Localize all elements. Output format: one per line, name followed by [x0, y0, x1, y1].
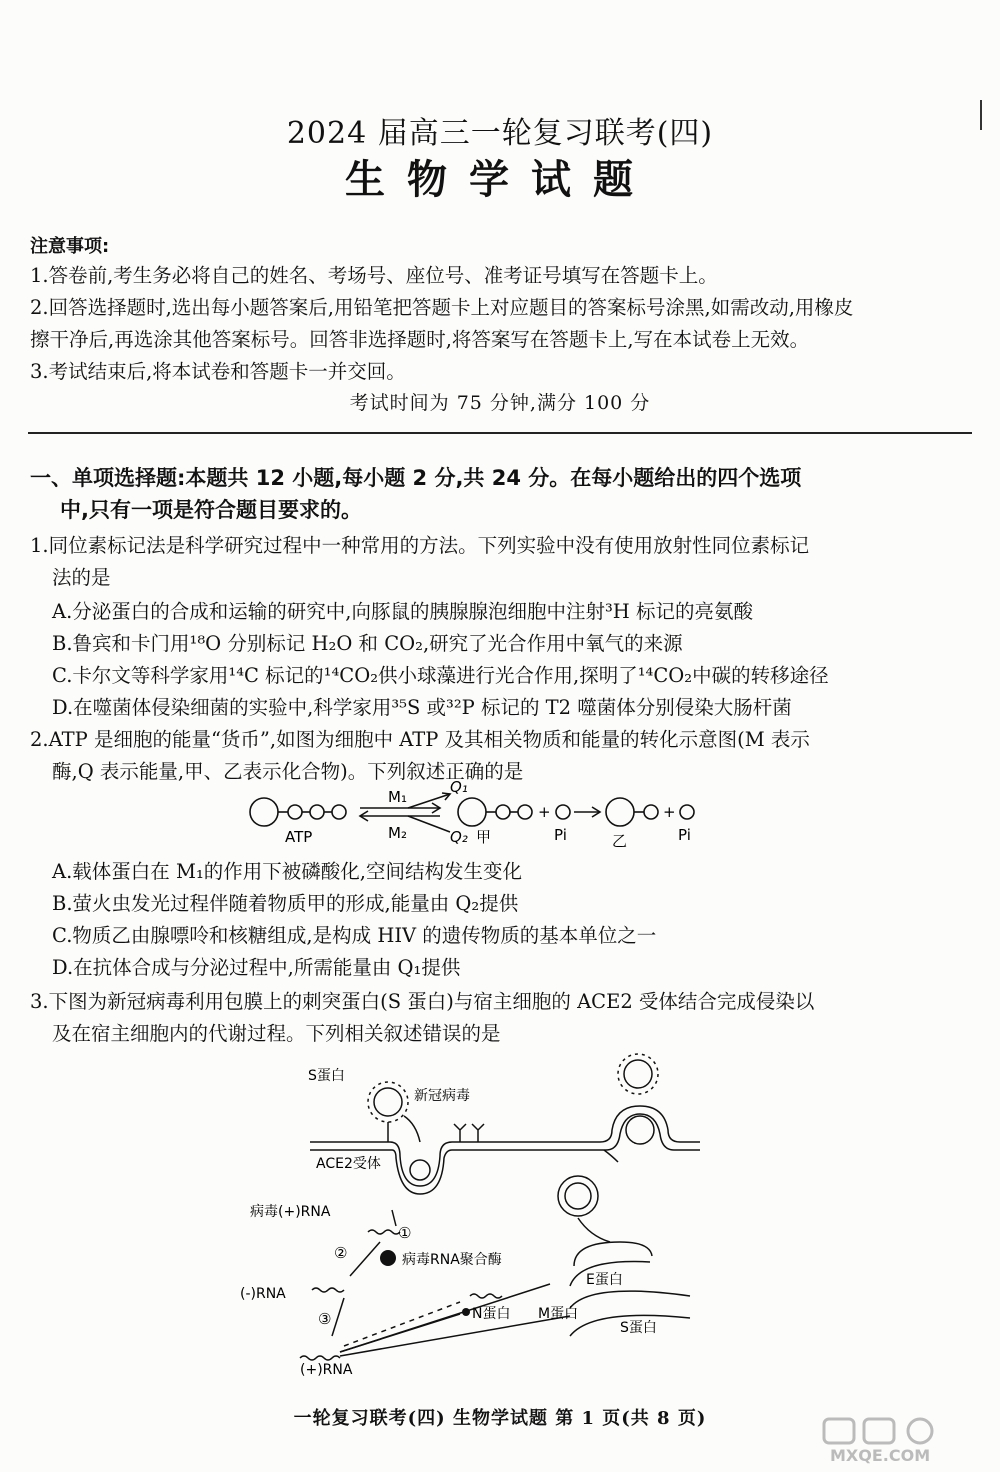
atp-label: ATP	[285, 828, 313, 846]
virus-rna-wave	[368, 1230, 400, 1234]
ace2-receptor	[472, 1124, 484, 1142]
released-virus	[624, 1060, 652, 1088]
q1-label: Q₁	[450, 780, 468, 796]
yi-adenosine-circle	[606, 798, 634, 826]
pi-circle	[556, 805, 570, 819]
q1-stem-1: 1.同位素标记法是科学研究过程中一种常用的方法。下列实验中没有使用放射性同位素标记	[30, 534, 810, 557]
virus-rna-label: 病毒(+)RNA	[250, 1204, 331, 1220]
notice-heading: 注意事项:	[30, 236, 110, 257]
q1-option-d: D.在噬菌体侵染细菌的实验中,科学家用³⁵S 或³²P 标记的 T2 噬菌体分别侵染大肠杆菌	[52, 696, 792, 719]
q2-stem-2: 酶,Q 表示能量,甲、乙表示化合物)。下列叙述正确的是	[52, 760, 524, 783]
jia-phosphate-circle	[496, 805, 510, 819]
atp-diagram	[240, 780, 710, 850]
section-heading-line2: 中,只有一项是符合题目要求的。	[60, 498, 362, 522]
er-membrane-2	[570, 1291, 690, 1308]
subject-title: 生物学试题	[345, 157, 655, 203]
jia-adenosine-circle	[458, 798, 486, 826]
pos-rna-label: (+)RNA	[300, 1362, 353, 1376]
notice-item-2b: 擦干净后,再选涂其他答案标号。回答非选择题时,将答案写在答题卡上,写在本试卷上无效。	[30, 328, 810, 351]
s-protein-label-2: S蛋白	[620, 1320, 657, 1336]
membrane-inner	[310, 1114, 700, 1194]
n-protein-dot	[462, 1308, 470, 1316]
endocytosed-virus	[410, 1160, 430, 1180]
e-protein-label: E蛋白	[586, 1272, 623, 1288]
q3-stem-2: 及在宿主细胞内的代谢过程。下列相关叙述错误的是	[52, 1022, 501, 1045]
exam-time: 考试时间为 75 分钟,满分 100 分	[349, 392, 651, 414]
divider	[28, 432, 972, 434]
q1-option-a: A.分泌蛋白的合成和运输的研究中,向豚鼠的胰腺腺泡细胞中注射³H 标记的亮氨酸	[52, 600, 754, 623]
notice-item-1: 1.答卷前,考生务必将自己的姓名、考场号、座位号、准考证号填写在答题卡上。	[30, 264, 718, 287]
virus-particle	[374, 1088, 402, 1116]
coronavirus-diagram	[220, 1046, 720, 1376]
atp-adenosine-circle	[250, 798, 278, 826]
transport-vesicle	[558, 1176, 598, 1216]
q1-option-b: B.鲁宾和卡门用¹⁸O 分别标记 H₂O 和 CO₂,研究了光合作用中氧气的来源	[52, 632, 683, 655]
q2-option-d: D.在抗体合成与分泌过程中,所需能量由 Q₁提供	[52, 956, 461, 979]
step2-label: ②	[334, 1244, 348, 1262]
watermark-logo	[820, 1415, 990, 1465]
arrow-to-e	[340, 1284, 550, 1352]
m-protein-label: M蛋白	[538, 1306, 579, 1322]
arrow-step3	[332, 1298, 344, 1336]
pi-label-2: Pi	[678, 826, 691, 844]
m1-label: M₁	[388, 788, 407, 806]
neg-rna-wave	[312, 1288, 344, 1292]
page-footer: 一轮复习联考(四) 生物学试题 第 1 页(共 8 页)	[293, 1408, 707, 1429]
notice-item-3: 3.考试结束后,将本试卷和答题卡一并交回。	[30, 360, 406, 383]
ace2-label: ACE2受体	[316, 1156, 381, 1172]
s-protein-label: S蛋白	[308, 1068, 345, 1084]
vesicle-arrow	[604, 1150, 618, 1162]
atp-phosphate-circle	[332, 805, 346, 819]
plus-2: +	[663, 803, 676, 821]
watermark-text: MXQE.COM	[830, 1446, 931, 1465]
q2-option-a: A.载体蛋白在 M₁的作用下被磷酸化,空间结构发生变化	[52, 860, 522, 883]
arrow-q1	[408, 794, 450, 808]
q3-stem-1: 3.下图为新冠病毒利用包膜上的刺突蛋白(S 蛋白)与宿主细胞的 ACE2 受体结合完成侵染以	[30, 990, 815, 1013]
jia-label: 甲	[476, 828, 492, 846]
n-rna-wave	[470, 1294, 502, 1298]
n-protein-label: N蛋白	[472, 1306, 511, 1322]
m2-label: M₂	[388, 824, 407, 842]
q1-option-c: C.卡尔文等科学家用¹⁴C 标记的¹⁴CO₂供小球藻进行光合作用,探明了¹⁴CO₂中碳的转移途径	[52, 664, 829, 687]
virus-label: 新冠病毒	[414, 1088, 470, 1104]
polymerase-label: 病毒RNA聚合酶	[402, 1252, 502, 1268]
step3-label: ③	[318, 1310, 332, 1328]
yi-label: 乙	[612, 832, 628, 850]
pi-label-1: Pi	[554, 826, 567, 844]
arrow-step2	[350, 1242, 380, 1276]
plus-1: +	[538, 803, 551, 821]
step1-label: ①	[398, 1224, 412, 1242]
q2-option-c: C.物质乙由腺嘌呤和核糖组成,是构成 HIV 的遗传物质的基本单位之一	[52, 924, 657, 947]
yi-phosphate-circle	[644, 805, 658, 819]
arrow-q2	[408, 816, 450, 832]
q2-stem-1: 2.ATP 是细胞的能量“货币”,如图为细胞中 ATP 及其相关物质和能量的转化示意图(M 表示	[30, 728, 810, 751]
notice-item-2a: 2.回答选择题时,选出每小题答案后,用铅笔把答题卡上对应题目的答案标号涂黑,如需改动,用橡皮	[30, 296, 854, 319]
neg-rna-label: (-)RNA	[240, 1286, 286, 1302]
arrow-to-m	[340, 1316, 570, 1356]
ace2-receptor	[454, 1124, 466, 1142]
budding-virus	[626, 1116, 654, 1144]
entry-arrow	[404, 1116, 420, 1142]
jia-phosphate-circle	[518, 805, 532, 819]
section-heading-line1: 一、单项选择题:本题共 12 小题,每小题 2 分,共 24 分。在每小题给出的四个选项	[30, 466, 802, 490]
q2-option-b: B.萤火虫发光过程伴随着物质甲的形成,能量由 Q₂提供	[52, 892, 519, 915]
golgi-arrow	[578, 1218, 610, 1242]
membrane-outer	[310, 1106, 700, 1186]
q2-label: Q₂	[450, 828, 468, 846]
q1-stem-2: 法的是	[52, 566, 111, 589]
pos-rna-wave	[300, 1356, 340, 1360]
atp-phosphate-circle	[310, 805, 324, 819]
dashed-arrow	[344, 1302, 460, 1346]
exam-title: 2024 届高三一轮复习联考(四)	[286, 116, 714, 151]
polymerase-dot	[380, 1250, 396, 1266]
pi-circle-2	[680, 805, 694, 819]
atp-phosphate-circle	[288, 805, 302, 819]
